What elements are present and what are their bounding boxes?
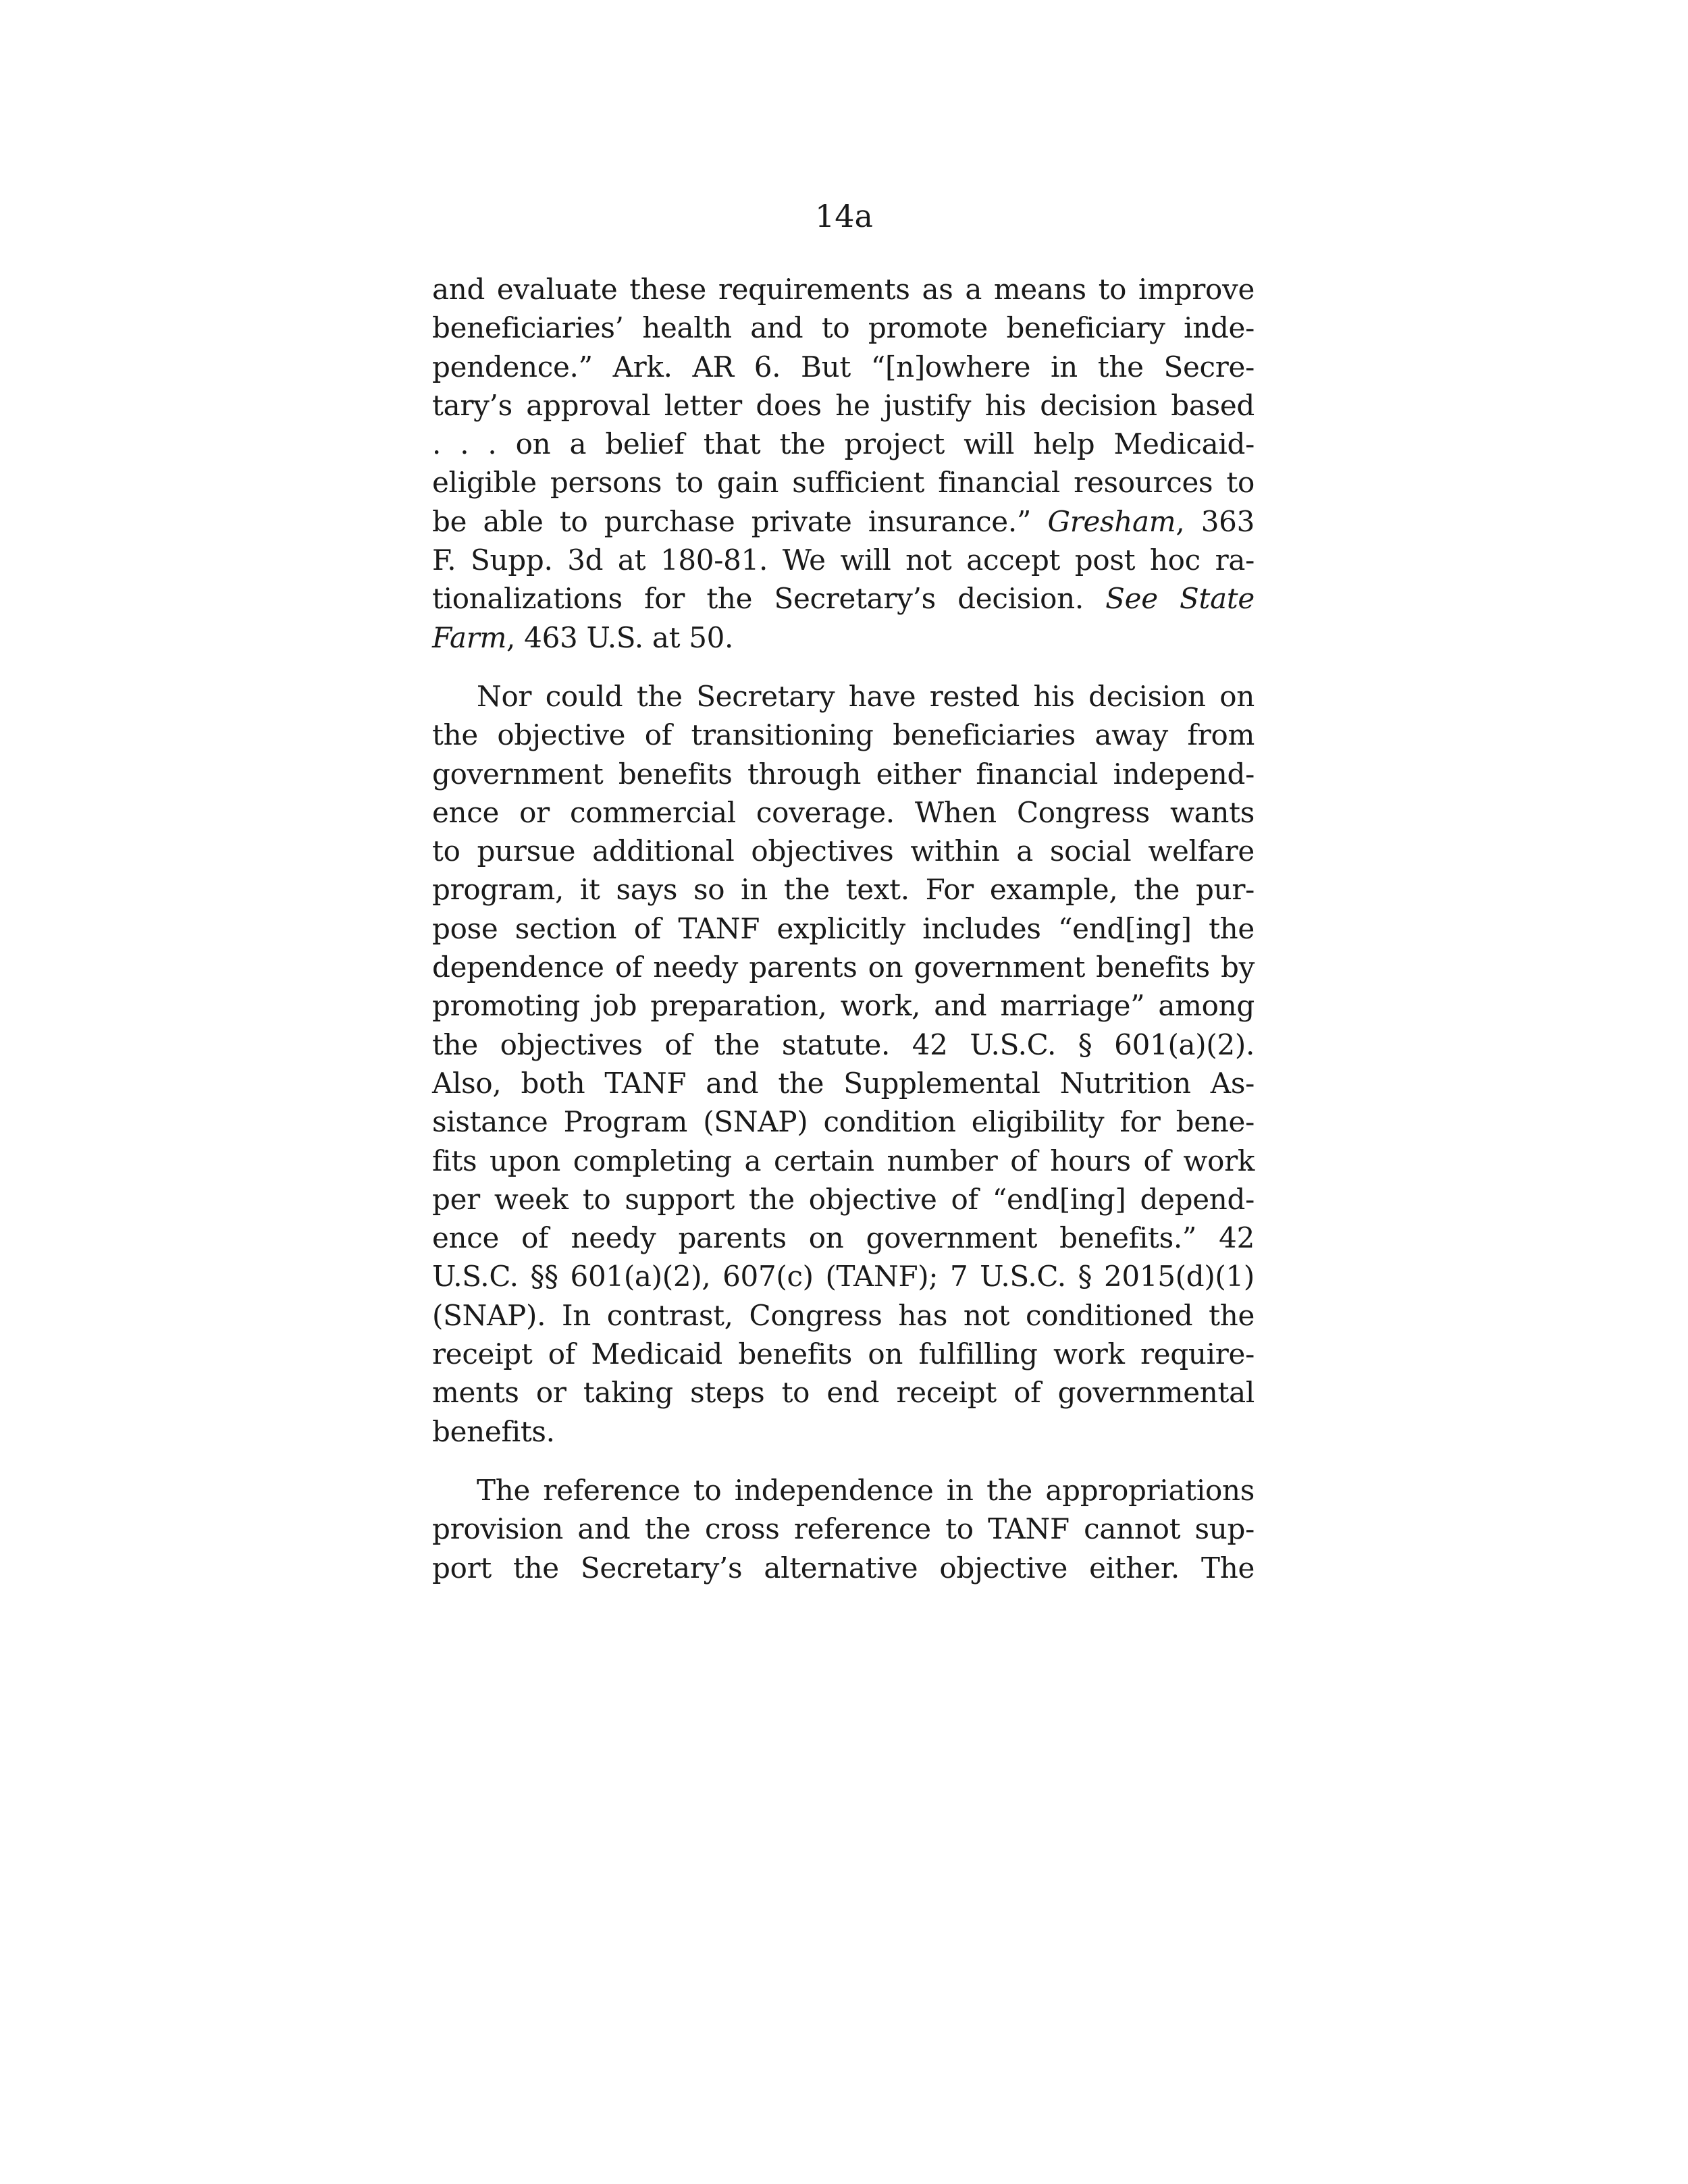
text-line: receipt of Medicaid benefits on fulfilling work require- — [432, 1337, 1255, 1371]
text-line: port the Secretary’s alternative objective either. The — [432, 1551, 1255, 1584]
text-line: ments or taking steps to end receipt of governmental — [432, 1376, 1255, 1410]
text-line: program, it says so in the text. For example, the pur- — [432, 873, 1255, 907]
text-line: sistance Program (SNAP) condition eligibility for bene- — [432, 1105, 1255, 1139]
text-line: per week to support the objective of “end[ing] depend- — [432, 1182, 1255, 1216]
text-line: ence or commercial coverage. When Congress wants — [432, 795, 1255, 829]
paragraph-spacer — [432, 1451, 1255, 1471]
text-line: to pursue additional objectives within a social welfare — [432, 834, 1255, 868]
text-line: ence of needy parents on government benefits.” 42 — [432, 1221, 1255, 1255]
case-name-italic: Gresham — [1047, 504, 1176, 538]
text-line: Also, both TANF and the Supplemental Nutrition As- — [432, 1066, 1255, 1100]
text-line: F. Supp. 3d at 180-81. We will not accept post hoc ra- — [432, 543, 1255, 577]
paragraph-2 — [432, 677, 1255, 1451]
text-line-with-citation — [432, 502, 1255, 541]
text-line: the objective of transitioning beneficiaries away from — [432, 718, 1255, 752]
text-segment: tionalizations for the Secretary’s decision. — [432, 582, 1084, 616]
case-name-italic: Farm — [432, 620, 507, 654]
page-number: 14a — [815, 198, 873, 234]
text-line: . . . on a belief that the project will help Medicaid- — [432, 427, 1255, 461]
text-line-with-citation — [432, 618, 1255, 657]
text-line: tary’s approval letter does he justify his decision based — [432, 388, 1255, 422]
text-line: pendence.” Ark. AR 6. But “[n]owhere in the Secre- — [432, 350, 1255, 383]
text-segment: , 463 U.S. at 50. — [506, 620, 734, 654]
signal-italic: See State — [1105, 582, 1255, 616]
text-segment: be able to purchase private insurance.” — [432, 504, 1032, 538]
paragraph-1 — [432, 270, 1255, 657]
body-text — [432, 270, 1255, 1587]
text-line: pose section of TANF explicitly includes “end[ing] the — [432, 911, 1255, 945]
paragraph-spacer — [432, 657, 1255, 677]
text-line: eligible persons to gain sufficient financial resources to — [432, 466, 1255, 500]
text-line: benefits. — [432, 1414, 555, 1448]
text-line: and evaluate these requirements as a means to improve — [432, 273, 1255, 306]
text-line: beneficiaries’ health and to promote beneficiary inde- — [432, 311, 1255, 345]
text-line: Nor could the Secretary have rested his decision on — [477, 679, 1255, 713]
text-line: the objectives of the statute. 42 U.S.C. § 601(a)(2). — [432, 1028, 1255, 1061]
text-line: promoting job preparation, work, and marriage” among — [432, 989, 1255, 1023]
text-line: (SNAP). In contrast, Congress has not conditioned the — [432, 1298, 1255, 1332]
text-segment: , 363 — [1176, 504, 1255, 538]
paragraph-3 — [432, 1471, 1255, 1587]
text-line: government benefits through either financial independ- — [432, 757, 1255, 791]
text-line: The reference to independence in the appropriations — [477, 1473, 1255, 1507]
text-line: fits upon completing a certain number of hours of work — [432, 1144, 1255, 1177]
text-line-with-citation — [432, 579, 1255, 618]
text-line: dependence of needy parents on government benefits by — [432, 951, 1255, 984]
text-line: U.S.C. §§ 601(a)(2), 607(c) (TANF); 7 U.S.C. § 2015(d)(1) — [432, 1260, 1255, 1294]
text-line: provision and the cross reference to TANF cannot sup- — [432, 1512, 1255, 1546]
